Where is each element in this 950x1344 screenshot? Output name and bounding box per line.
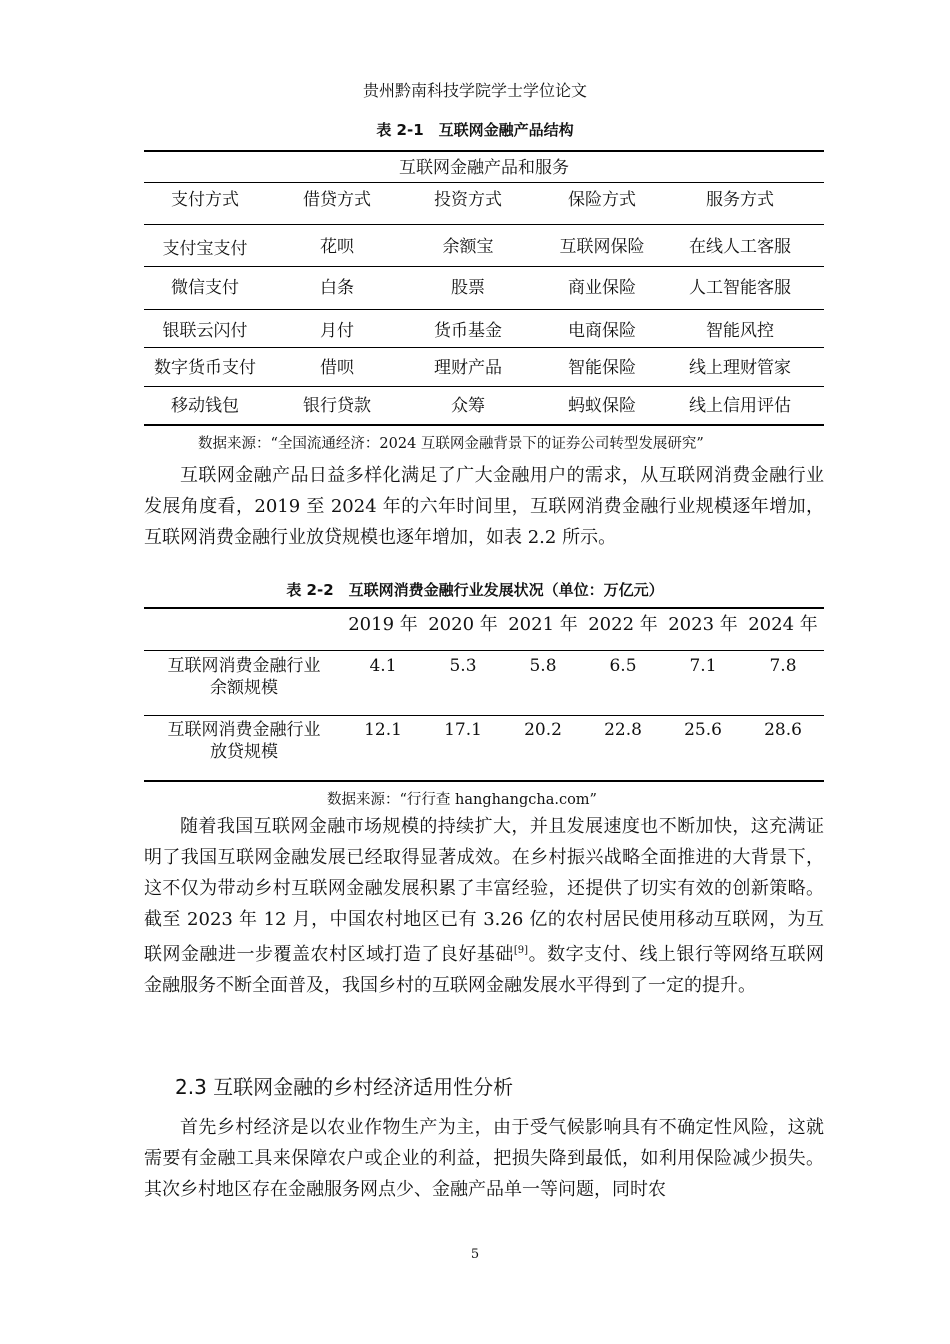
table2-cell: 4.1 [369,656,397,676]
table1-cell: 人工智能客服 [689,278,791,298]
table2-year-header: 2019 年 [348,614,418,635]
table2-cell: 22.8 [604,720,642,740]
paragraph-2-part-a: 随着我国互联网金融市场规模的持续扩大，并且发展速度也不断加快，这充满证明了我国互联网金融发展已经取得显著成效。在乡村振兴战略全面推进的大背景下，这不仅为带动乡村互联网金融发展积累了丰富经验，还提供了切实有效的创新策略。截至 2023 年 12 月，中国农村地区已有 3.26 亿的农村居民使用移动互联网，为互联网金融进一步覆盖农村区域打造了良好基础 [144,816,824,965]
table1-cell: 互联网保险 [559,237,645,257]
table1-column-header: 借贷方式 [303,190,371,210]
table1-super-header: 互联网金融产品和服务 [399,158,569,178]
table1-top-rule [144,150,824,152]
table2-cell: 5.8 [529,656,557,676]
table1-cell: 余额宝 [442,237,494,257]
table2-cell: 5.3 [449,656,477,676]
table1-cell: 微信支付 [171,278,239,298]
table1-cell: 月付 [320,321,354,341]
table1-cell: 白条 [320,278,354,298]
table1-cell: 花呗 [320,237,354,257]
table2-cell: 17.1 [444,720,482,740]
table1-bottom-rule [144,424,824,426]
table1-cell: 智能风控 [706,321,774,341]
table1-row-rule [144,347,824,348]
table1-column-header: 支付方式 [171,190,239,210]
table2-cell: 25.6 [684,720,722,740]
table1-cell: 货币基金 [434,321,502,341]
table1-cell: 智能保险 [568,358,636,378]
table1-cell: 移动钱包 [171,396,239,416]
table1-column-header: 服务方式 [706,190,774,210]
paragraph-1-text: 互联网金融产品日益多样化满足了广大金融用户的需求，从互联网消费金融行业发展角度看，2019 至 2024 年的六年时间里，互联网消费金融行业规模逐年增加，互联网消费金融行业放贷规模也逐年增加，如表 2.2 所示。 [144,465,824,548]
page-number: 5 [470,1247,480,1262]
table2-year-header: 2023 年 [668,614,738,635]
table2-cell: 28.6 [764,720,802,740]
table1-header-rule [144,182,824,183]
table2-cell: 7.1 [689,656,717,676]
paragraph-3 [144,1112,824,1205]
table2-year-header: 2024 年 [748,614,818,635]
table1-caption: 表 2-1 互联网金融产品结构 [376,121,574,139]
table2-row-label-line1: 互联网消费金融行业 [167,656,321,676]
table1-cell: 银联云闪付 [162,321,248,341]
table2-header-rule [144,650,824,651]
table1-cell: 线上信用评估 [689,396,791,416]
table2-cell: 7.8 [769,656,797,676]
table2-cell: 6.5 [609,656,637,676]
table2-row-label [144,719,344,763]
table2-year-header: 2020 年 [428,614,498,635]
paragraph-3-text: 首先乡村经济是以农业作物生产为主，由于受气候影响具有不确定性风险，这就需要有金融工具来保障农户或企业的利益，把损失降到最低，如利用保险减少损失。其次乡村地区存在金融服务网点少、金融产品单一等问题，同时农 [144,1117,824,1200]
table1-cell: 股票 [451,278,485,298]
table2-row-label [144,655,344,699]
table2-row-rule [144,715,824,716]
table1-cell: 数字货币支付 [154,358,256,378]
table1-cell: 众筹 [451,396,485,416]
table2-row-label-line1: 互联网消费金融行业 [167,720,321,740]
section-heading: 2.3 互联网金融的乡村经济适用性分析 [175,1075,514,1099]
table1-cell: 线上理财管家 [689,358,791,378]
table1-cell: 借呗 [320,358,354,378]
table1-row-rule [144,309,824,310]
table2-row-label-line2: 余额规模 [210,678,278,698]
table1-cell: 理财产品 [434,358,502,378]
table2-row-label-line2: 放贷规模 [210,742,278,762]
citation-ref: [9] [513,945,529,956]
table2-cell: 20.2 [524,720,562,740]
table2-caption: 表 2-2 互联网消费金融行业发展状况（单位：万亿元） [286,581,664,599]
table2-source: 数据来源：“行行查 hanghangcha.com” [327,792,597,808]
table1-cell: 蚂蚁保险 [568,396,636,416]
table1-column-header: 保险方式 [568,190,636,210]
table1-cell: 在线人工客服 [689,237,791,257]
table1-row-rule [144,266,824,267]
table1-cell: 银行贷款 [303,396,371,416]
table2-bottom-rule [144,780,824,782]
table1-cell: 电商保险 [568,321,636,341]
table1-column-header: 投资方式 [434,190,502,210]
page-header: 贵州黔南科技学院学士学位论文 [362,81,587,100]
table1-source: 数据来源：“全国流通经济：2024 互联网金融背景下的证券公司转型发展研究” [198,436,704,452]
table2-top-rule [144,607,824,609]
paragraph-1 [144,460,824,553]
paragraph-2-text [144,811,824,1001]
table2-year-header: 2022 年 [588,614,658,635]
table1-row-rule [144,386,824,387]
paragraph-2-part-b: 。数字支付、线上银行等网络互联网金融服务不断全面普及，我国乡村的互联网金融发展水平得到了一定的提升。 [144,944,825,996]
table2-cell: 12.1 [364,720,402,740]
table1-cell: 商业保险 [568,278,636,298]
table1-column-rule [144,224,824,225]
table1-cell: 支付宝支付 [162,239,248,259]
table2-year-header: 2021 年 [508,614,578,635]
paragraph-2 [144,811,824,1001]
